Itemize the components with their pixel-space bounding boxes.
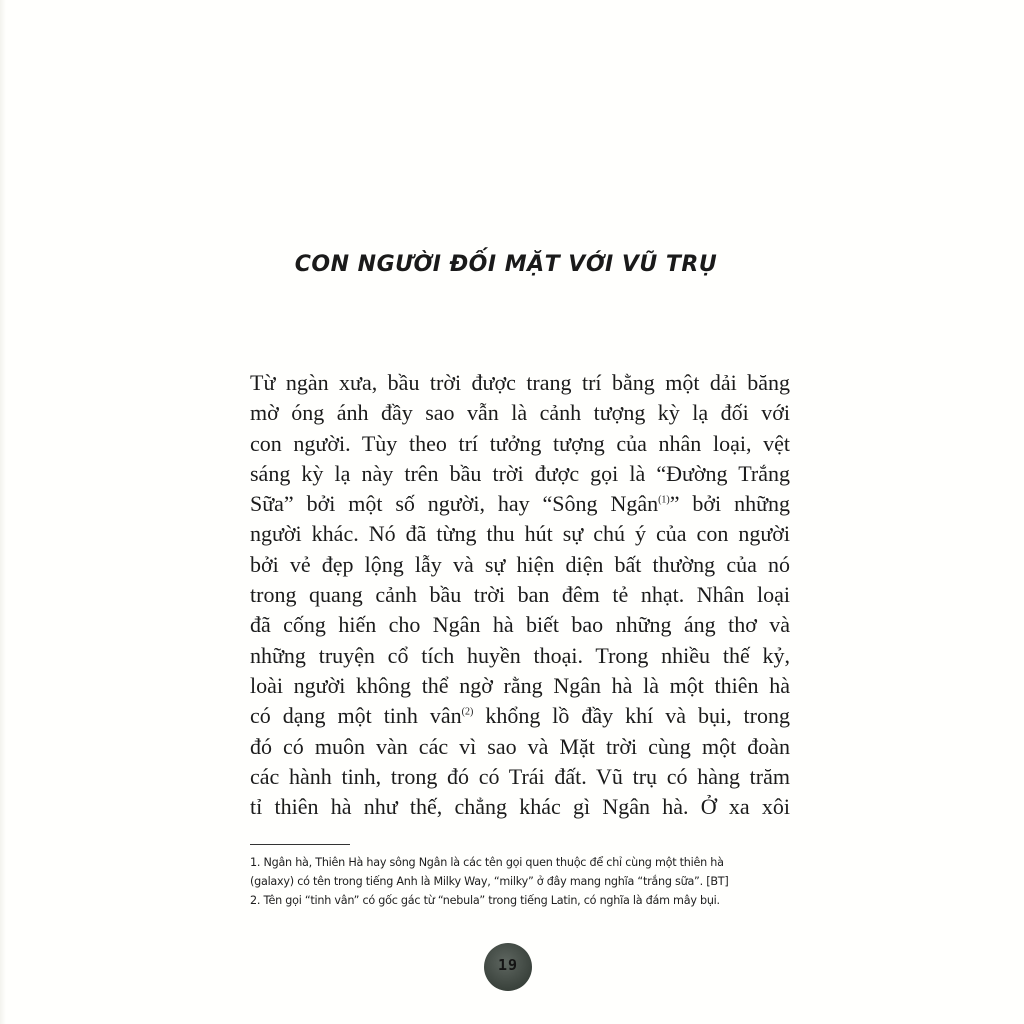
footnote-divider — [250, 844, 350, 845]
page-number: 19 — [497, 956, 519, 974]
body-line: bởi vẻ đẹp lộng lẫy và sự hiện diện bất thường của nó — [250, 551, 790, 577]
footnote-ref-1: (1) — [658, 494, 670, 506]
footnote-line: 1. Ngân hà, Thiên Hà hay sông Ngân là các tên gọi quen thuộc để chỉ cùng một thiên hà — [250, 856, 724, 869]
body-line-text: Sữa” bởi một số người, hay “Sông Ngân — [250, 491, 659, 517]
body-line: đó có muôn vàn các vì sao và Mặt trời cùng một đoàn — [250, 733, 790, 759]
footnotes — [250, 853, 790, 910]
body-line: trong quang cảnh bầu trời ban đêm tẻ nhạt. Nhân loại — [250, 582, 790, 608]
body-line: sáng kỳ lạ này trên bầu trời được gọi là “Đường Trắng — [250, 460, 790, 486]
body-line: loài người không thể ngờ rằng Ngân hà là một thiên hà — [250, 672, 790, 698]
body-line: người khác. Nó đã từng thu hút sự chú ý của con người — [250, 521, 790, 547]
body-line: những truyện cổ tích huyền thoại. Trong nhiều thế kỷ, — [250, 642, 790, 668]
body-paragraph — [250, 368, 790, 822]
body-line-text: có dạng một tinh vân — [250, 703, 462, 729]
footnote-ref-2: (2) — [461, 706, 474, 718]
page-number-badge — [484, 943, 532, 991]
body-line: các hành tinh, trong đó có Trái đất. Vũ trụ có hàng trăm — [250, 763, 790, 789]
chapter-title: CON NGƯỜI ĐỐI MẶT VỚI VŨ TRỤ — [294, 252, 718, 277]
body-line-text: khổng lồ đầy khí và bụi, trong — [473, 703, 790, 729]
footnote-line: (galaxy) có tên trong tiếng Anh là Milky Way, “milky” ở đây mang nghĩa “trắng sữa”. [BT] — [250, 875, 729, 888]
body-line-text: ” bởi những — [669, 491, 790, 517]
body-line — [250, 489, 790, 519]
page-edge-shadow — [0, 0, 6, 1024]
body-line: đã cống hiến cho Ngân hà biết bao những áng thơ và — [250, 612, 790, 638]
body-line: mờ óng ánh đầy sao vẫn là cảnh tượng kỳ lạ đối với — [250, 400, 790, 426]
footnote-line: 2. Tên gọi “tinh vân” có gốc gác từ “nebula” trong tiếng Latin, có nghĩa là đám mây bụi. — [250, 894, 720, 907]
body-line: tỉ thiên hà như thế, chẳng khác gì Ngân hà. Ở xa xôi — [250, 794, 790, 820]
body-line — [250, 701, 790, 731]
body-line: con người. Tùy theo trí tưởng tượng của nhân loại, vệt — [250, 430, 790, 456]
body-line: Từ ngàn xưa, bầu trời được trang trí bằng một dải băng — [250, 370, 790, 395]
